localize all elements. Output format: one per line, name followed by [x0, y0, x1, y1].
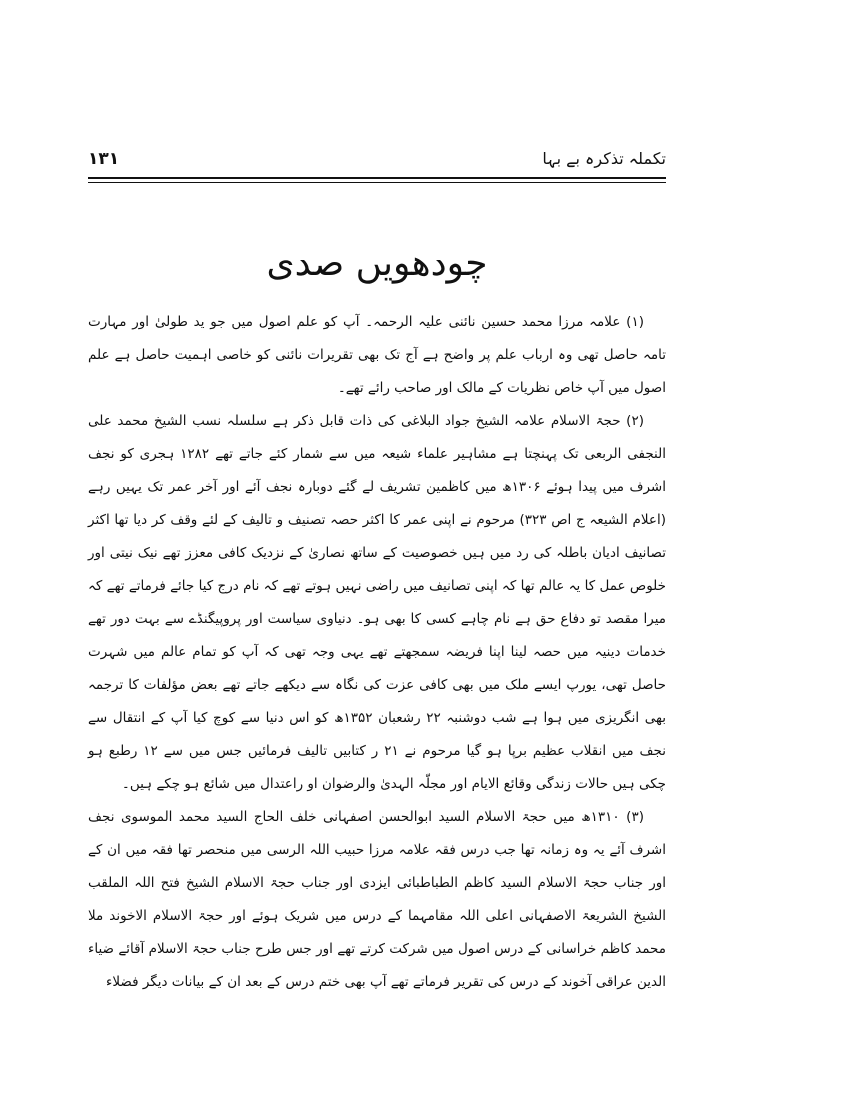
chapter-heading: چودھویں صدی — [266, 243, 488, 284]
header-book-title: تکملہ تذکرہ بے بہا — [542, 149, 666, 168]
running-header — [88, 146, 666, 176]
header-rule-thick — [88, 177, 666, 179]
paragraph-1: (۱) علامہ مرزا محمد حسین نائنی علیہ الرحمہ۔ آپ کو علم اصول میں جو ید طولیٰ اور مہارت تامہ حاصل تھی وہ ارباب علم پر واضح ہے آج تک بھی تقریرات نائنی کو خاصی اہمیت حاصل ہے علم اصول میں آپ خاص نظریات کے مالک اور صاحب رائے تھے۔ — [88, 314, 666, 396]
paragraph-2: (۲) حجۃ الاسلام علامہ الشیخ جواد البلاغی کی ذات قابل ذکر ہے سلسلہ نسب الشیخ محمد علی النجفی الربعی تک پہنچتا ہے مشاہیر علماء شیعہ میں سے شمار کئے جاتے تھے ۱۲۸۲ ہجری کو نجف اشرف میں پیدا ہوئے ۱۳۰۶ھ میں کاظمین تشریف لے گئے دوبارہ نجف آئے اور آخر عمر تک یہیں رہے (اعلام الشیعہ ج اص ۳۲۳) مرحوم نے اپنی عمر کا اکثر حصہ تصنیف و تالیف کے لئے وقف کر دیا تھا اکثر تصانیف ادیان باطلہ کی رد میں ہیں خصوصیت کے ساتھ نصاریٰ کے نزدیک کافی معزز تھے نیک نیتی اور خلوص عمل کا یہ عالم تھا کہ اپنی تصانیف میں راضی نہیں ہوتے تھے کہ نام درج کیا جائے فرماتے تھے کہ میرا مقصد تو دفاع حق ہے نام چاہے کسی کا بھی ہو۔ دنیاوی سیاست اور پروپیگنڈے سے بہت دور تھے خدمات دینیہ میں حصہ لینا اپنا فریضہ سمجھتے تھے یہی وجہ تھی کہ آپ کو تمام عالم میں شہرت حاصل تھی، یورپ ایسے ملک میں بھی کافی عزت کی نگاہ سے دیکھے جاتے تھے بعض مؤلفات کا ترجمہ بھی انگریزی میں ہوا ہے شب دوشنبہ ۲۲ رشعبان ۱۳۵۲ھ کو اس دنیا سے کوچ کیا آپ کے انتقال سے نجف میں انقلاب عظیم برپا ہو گیا مرحوم نے ۲۱ ر کتابیں تالیف فرمائیں جس میں سے ۱۲ رطبع ہو چکی ہیں حالات زندگی وقائع الایام اور مجلّہ الہدیٰ والرضوان او راعتدال میں شائع ہو چکے ہیں۔ — [88, 413, 666, 792]
header-page-number: ۱۳۱ — [88, 149, 120, 169]
body-text — [88, 306, 666, 999]
header-rule-thin — [88, 182, 666, 183]
paragraph-3: (۳) ۱۳۱۰ھ میں حجۃ الاسلام السید ابوالحسن اصفہانی خلف الحاج السید محمد الموسوی نجف اشرف آئے یہ وہ زمانہ تھا جب درس فقہ علامہ مرزا حبیب اللہ الرسی میں منحصر تھا فقہ میں ان کے اور جناب حجۃ الاسلام السید کاظم الطباطبائی ایزدی اور جناب حجۃ الاسلام الشیخ فتح اللہ الملقب الشیخ الشریعۃ الاصفہانی اعلی اللہ مقامہما کے درس میں شریک ہوئے اور حجۃ الاسلام الاخوند ملا محمد کاظم خراسانی کے درس اصول میں شرکت کرتے تھے اور جس طرح جناب حجۃ الاسلام آقائے ضیاء الدین عراقی آخوند کے درس کی تقریر فرماتے تھے آپ بھی ختم درس کے بعد ان کے بیانات دیگر فضلاء — [88, 809, 666, 990]
